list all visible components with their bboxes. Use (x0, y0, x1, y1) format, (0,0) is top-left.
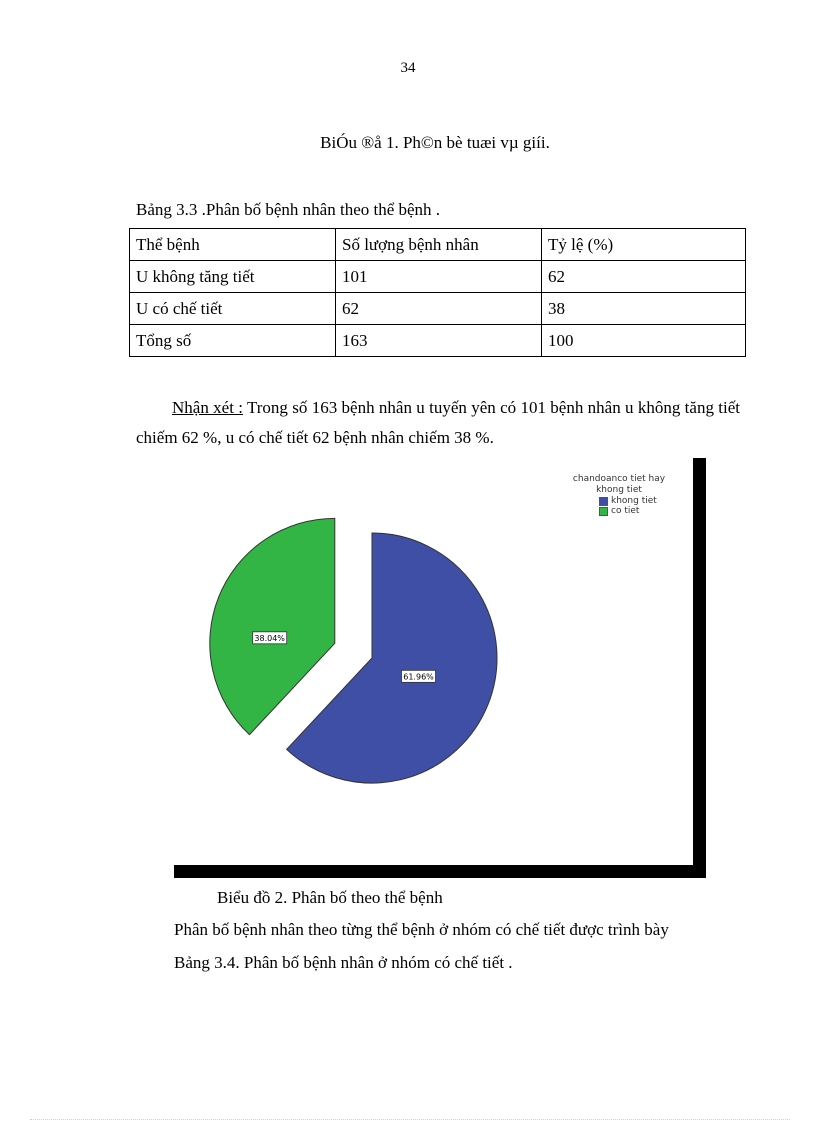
pie-data-label (253, 632, 287, 644)
legend-swatch (599, 497, 608, 506)
page-divider (30, 1119, 790, 1120)
table-cell: U có chế tiết (130, 293, 336, 325)
table-cell: 100 (542, 325, 746, 357)
table-header-cell: Tỷ lệ (%) (542, 229, 746, 261)
table-cell: 62 (336, 293, 542, 325)
pie-chart-figure (174, 458, 706, 878)
pie-data-label (402, 670, 436, 682)
table-cell: 62 (542, 261, 746, 293)
comment-text: Trong số 163 bệnh nhân u tuyến yên có 101 bệnh nhân u không tăng tiết chiếm 62 %, u có chế tiết 62 bệnh nhân chiếm 38 %. (136, 398, 740, 447)
figure-frame-border (174, 865, 706, 878)
svg-text:61.96%: 61.96% (403, 672, 434, 682)
legend-title: khong tiet (596, 485, 642, 495)
table-header-cell: Số lượng bệnh nhân (336, 229, 542, 261)
legend-label: co tiet (611, 506, 640, 516)
body-text-line: Bảng 3.4. Phân bố bệnh nhân ở nhóm có chế tiết . (174, 953, 513, 972)
table-row (130, 293, 746, 325)
figure1-caption: BiÓu ®å 1. Ph©n bè tuæi vµ giíi. (320, 133, 550, 152)
legend-title: chandoanco tiet hay (572, 474, 666, 484)
figure2-caption: Biểu đồ 2. Phân bố theo thể bệnh (217, 888, 443, 907)
legend-item (599, 506, 684, 516)
table-row (130, 261, 746, 293)
table-cell: Tổng số (130, 325, 336, 357)
table-cell: 101 (336, 261, 542, 293)
body-text-line: Phân bố bệnh nhân theo từng thể bệnh ở nhóm có chế tiết được trình bày (174, 920, 669, 939)
table-header-row (130, 229, 746, 261)
table-caption: Bảng 3.3 .Phân bố bệnh nhân theo thể bệnh . (136, 200, 441, 219)
pie-chart (174, 458, 694, 865)
comment-label: Nhận xét : (172, 398, 243, 417)
legend-item (599, 496, 684, 506)
table-cell: 38 (542, 293, 746, 325)
figure-frame-border (693, 458, 706, 878)
patient-distribution-table (129, 228, 746, 357)
comment-paragraph (136, 393, 740, 453)
legend-swatch (599, 507, 608, 516)
svg-text:38.04%: 38.04% (254, 633, 285, 643)
page-number: 34 (400, 60, 416, 76)
table-row (130, 325, 746, 357)
pie-slice-co-tiet (210, 518, 335, 734)
legend-label: khong tiet (611, 496, 657, 506)
table-cell: U không tăng tiết (130, 261, 336, 293)
chart-legend (554, 474, 684, 516)
table-header-cell: Thể bệnh (130, 229, 336, 261)
table-cell: 163 (336, 325, 542, 357)
